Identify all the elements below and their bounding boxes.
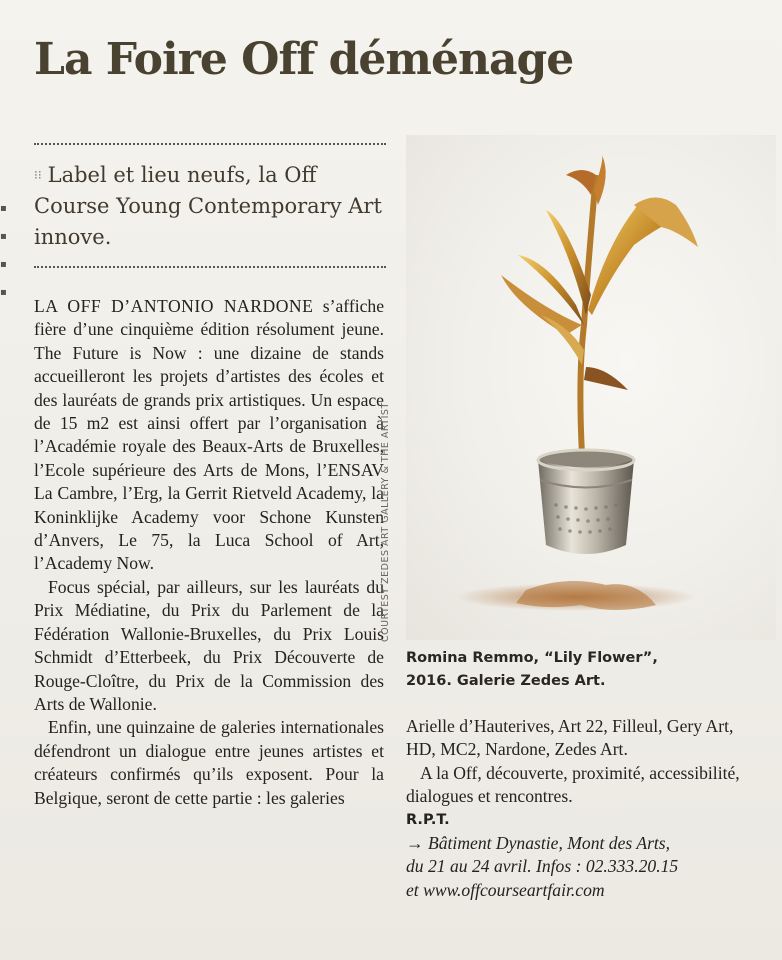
event-website: et www.offcourseartfair.com: [406, 879, 605, 900]
gallery-list-paragraph: Arielle d’Hauterives, Art 22, Filleul, Gery Art, HD, MC2, Nardone, Zedes Art.: [406, 716, 734, 760]
event-dates-phone: du 21 au 24 avril. Infos : 02.333.20.15: [406, 856, 679, 877]
caption-line-2: 2016. Galerie Zedes Art.: [406, 673, 606, 689]
closing-paragraph: A la Off, découverte, proximité, accessibilité, dialogues et rencontres.: [406, 762, 740, 807]
dotted-divider-bottom: [34, 266, 386, 268]
deck-marker-icon: ⁝⁝: [34, 168, 42, 182]
caption-line-1: Romina Remmo, “Lily Flower”,: [406, 650, 658, 666]
margin-marks: ▪ ▪ ▪ ▪: [0, 203, 7, 298]
body-paragraph-1: [34, 295, 384, 576]
article-deck: [34, 160, 386, 253]
arrow-right-icon: →: [406, 833, 424, 854]
article-body: [34, 295, 384, 810]
dotted-divider-top: [34, 143, 386, 145]
artwork-photo: [406, 135, 776, 640]
lily-flower-thimble-image: [406, 135, 776, 640]
body-paragraph-2: Focus spécial, par ailleurs, sur les lauréats du Prix Médiatine, du Prix du Parlement de la Fédération Wallonie-Bruxelles, du Prix Louis Schmidt d’Etterbeek, du Prix Découverte de Rouge-Cloître, du Prix de la Commission des Arts de Wallonie.: [34, 576, 384, 714]
author-signature: R.P.T.: [406, 811, 450, 828]
body-paragraph-1-text: s’affiche fière d’une cinquième édition résolument jeune. The Future is Now : une dizaine de stands accueilleront les projets d’artistes des écoles et des lauréats de grands prix artistiques. Un espace de 15 m2 est ainsi offert par l’organisation à l’Académie royale des Beaux-Arts de Bruxelles, l’Ecole supérieure des Arts de Mons, l’ENSAV La Cambre, l’Erg, la Gerrit Rietveld Academy, la Koninklijke Academy voor Schone Kunsten d’Anvers, Le 75, la Luca School of Art, l’Academy Now.: [34, 296, 384, 574]
event-venue: Bâtiment Dynastie, Mont des Arts,: [428, 833, 671, 854]
lead-in-caps: LA OFF D’ANTONIO NARDONE: [34, 296, 314, 316]
article-headline: La Foire Off déménage: [34, 34, 574, 85]
body-paragraph-3: Enfin, une quinzaine de galeries internationales défendront un dialogue entre jeunes artistes et créateurs confirmés qu’ils exposent. Pour la Belgique, seront de cette partie : les galeries: [34, 717, 384, 808]
photo-credit: COURTESY ZEDES ART GALLERY & THE ARTIST: [380, 402, 391, 642]
article-continuation: [406, 715, 766, 902]
photo-caption: [406, 647, 776, 693]
event-info: [406, 832, 766, 902]
deck-text: Label et lieu neufs, la Off Course Young Contemporary Art innove.: [34, 163, 382, 249]
